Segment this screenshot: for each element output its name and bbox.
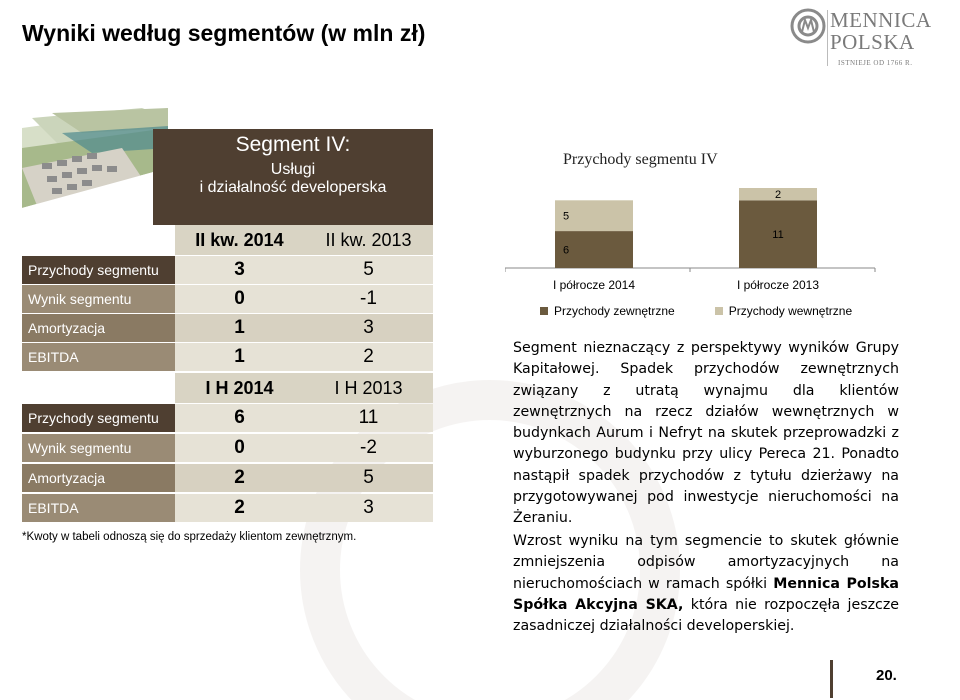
row-label: EBITDA xyxy=(22,343,175,371)
company-logo xyxy=(790,6,950,70)
segment-subtitle-line1: Usługi xyxy=(270,161,316,178)
chart-legend xyxy=(540,304,852,318)
table-row xyxy=(22,404,433,432)
table-header-col1: II kw. 2014 xyxy=(195,229,284,250)
table-row xyxy=(22,314,433,342)
row-value-current: 0 xyxy=(234,288,245,309)
page-title: Wyniki według segmentów (w mln zł) xyxy=(22,20,426,46)
table-header-col1: I H 2014 xyxy=(205,377,274,398)
table-row xyxy=(22,343,433,371)
legend-label-internal: Przychody wewnętrzne xyxy=(728,304,853,318)
row-value-previous: 3 xyxy=(363,497,374,518)
row-value-current: 0 xyxy=(234,437,245,458)
bar-data-label: 11 xyxy=(772,229,784,242)
paragraph-2-part-c: która nie rozpoczęła jeszcze zasadniczej działalności developerskiej. xyxy=(513,596,900,635)
row-value-current: 1 xyxy=(234,346,245,367)
row-value-current: 3 xyxy=(234,259,245,280)
table-header-col2: I H 2013 xyxy=(334,377,403,398)
row-label: Przychody segmentu xyxy=(22,256,175,284)
segment-subtitle-line2: i działalność developerska xyxy=(199,179,387,196)
row-value-previous: 2 xyxy=(363,346,374,367)
table-row xyxy=(22,494,433,522)
row-label: EBITDA xyxy=(22,494,175,522)
row-value-previous: -1 xyxy=(360,288,377,309)
row-value-current: 6 xyxy=(234,407,245,428)
page-divider xyxy=(830,660,833,698)
legend-swatch-external xyxy=(540,307,548,315)
table-row xyxy=(22,256,433,284)
row-value-previous: -2 xyxy=(360,437,377,458)
row-value-previous: 11 xyxy=(358,407,379,428)
aerial-photo xyxy=(22,108,168,240)
table-header-spacer xyxy=(22,373,175,403)
logo-since: ISTNIEJE OD 1766 R. xyxy=(838,59,913,67)
table-header-spacer xyxy=(22,225,175,255)
row-value-current: 2 xyxy=(234,497,245,518)
page-number: 20. xyxy=(876,667,897,684)
row-value-current: 1 xyxy=(234,317,245,338)
segment-header xyxy=(153,129,433,229)
revenue-chart xyxy=(505,150,880,320)
logo-divider xyxy=(827,10,828,66)
legend-label-external: Przychody zewnętrzne xyxy=(554,304,675,318)
row-value-previous: 3 xyxy=(363,317,374,338)
commentary-paragraph-1: Segment nieznaczący z perspektywy wyników Grupy Kapitałowej. Spadek przychodów zewnętrznych związany z utratą wynajmu dla klientów zewnętrznych na rzecz działów wewnętrznych w budynkach Aurum i Nefryt na skutek przeprowadzki z wyburzonego budynku przy ulicy Pereca 21. Ponadto nastąpił spadek przychodów z tytułu dzierżawy na przygotowywanej pod inwestycje nieruchomości na Żeraniu. xyxy=(513,340,899,527)
table-header-halfyear xyxy=(22,373,433,403)
table-row xyxy=(22,285,433,313)
legend-swatch-internal xyxy=(715,307,723,315)
row-value-current: 2 xyxy=(234,467,245,488)
chart-title: Przychody segmentu IV xyxy=(563,151,718,168)
logo-emblem-icon xyxy=(790,8,826,44)
x-tick-label: I półrocze 2013 xyxy=(736,278,820,292)
row-label: Amortyzacja xyxy=(22,314,175,342)
x-tick-label: I półrocze 2014 xyxy=(552,278,636,292)
table-header-col2: II kw. 2013 xyxy=(325,229,412,250)
paragraph-2-part-a: Wzrost wyniku na tym segmencie to skutek głównie zmniejszenia odpisów amortyzacyjnych na nieruchomościach w ramach spółki xyxy=(513,533,899,592)
row-label: Wynik segmentu xyxy=(22,285,175,313)
logo-text-line2: POLSKA xyxy=(830,30,915,54)
bar-data-label: 2 xyxy=(774,189,782,202)
row-label: Wynik segmentu xyxy=(22,434,175,462)
commentary-paragraph-2 xyxy=(513,531,899,637)
table-header-quarter xyxy=(22,225,433,255)
logo-text-line1: MENNICA xyxy=(830,8,932,32)
bar-data-label: 6 xyxy=(563,244,570,257)
table-row xyxy=(22,434,433,462)
row-value-previous: 5 xyxy=(363,467,374,488)
row-label: Amortyzacja xyxy=(22,464,175,492)
company-name: Mennica Polska Spółka Akcyjna SKA, xyxy=(513,575,899,613)
segment-heading: Segment IV: xyxy=(235,133,351,156)
row-label: Przychody segmentu xyxy=(22,404,175,432)
row-value-previous: 5 xyxy=(363,259,374,280)
table-row xyxy=(22,464,433,492)
table-footnote: *Kwoty w tabeli odnoszą się do sprzedaży klientom zewnętrznym. xyxy=(22,531,357,543)
bar-data-label: 5 xyxy=(563,210,570,223)
